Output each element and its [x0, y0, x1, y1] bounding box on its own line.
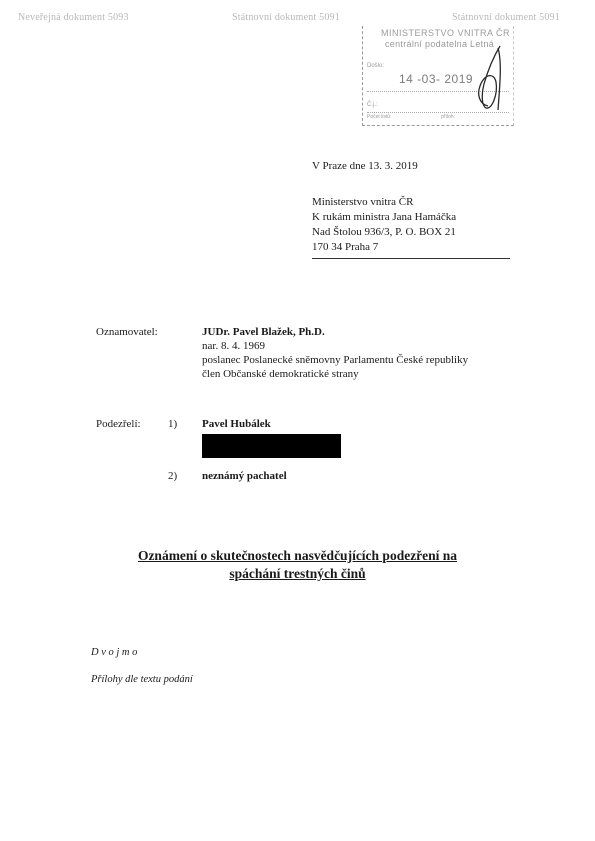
stamp-date-label: Došlo:	[367, 63, 385, 69]
document-title-line2: spáchání trestných činů	[229, 566, 366, 581]
recipient-line: 170 34 Praha 7	[312, 241, 379, 253]
place-date: V Praze dne 13. 3. 2019	[312, 160, 418, 172]
attachments-note: Přílohy dle textu podání	[91, 674, 193, 685]
stamp-date: 14 -03- 2019	[399, 72, 474, 86]
header-watermark-middle: Státnovní dokument 5091	[232, 12, 340, 23]
stamp-listy-label: Počet listů:	[367, 114, 392, 120]
notifier-birth: nar. 8. 4. 1969	[202, 340, 265, 352]
stamp-ministry: MINISTERSTVO VNITRA ČR	[381, 28, 511, 38]
address-rule	[312, 258, 510, 259]
recipient-line: Nad Štolou 936/3, P. O. BOX 21	[312, 226, 456, 238]
redaction-bar	[202, 434, 341, 458]
suspect-number: 2)	[168, 470, 178, 482]
stamp-cj-label: Č.j.:	[367, 102, 378, 108]
header-watermark-right: Státnovní dokument 5091	[452, 12, 560, 23]
notifier-role: poslanec Poslanecké sněmovny Parlamentu České republiky	[202, 354, 469, 366]
recipient-line: K rukám ministra Jana Hamáčka	[312, 211, 457, 223]
handwritten-signature	[470, 44, 510, 116]
notifier-name: JUDr. Pavel Blažek, Ph.D.	[202, 326, 325, 338]
suspect-name: Pavel Hubálek	[202, 418, 271, 430]
suspect-number: 1)	[168, 418, 178, 430]
recipient-line: Ministerstvo vnitra ČR	[312, 196, 414, 208]
stamp-office: centrální podatelna Letná	[385, 39, 495, 49]
suspect-name: neznámý pachatel	[202, 470, 287, 482]
document-title-line1: Oznámení o skutečnostech nasvědčujících podezření na	[137, 548, 458, 563]
header-watermark-left: Neveřejná dokument 5093	[18, 12, 129, 23]
notifier-label: Oznamovatel:	[96, 326, 158, 338]
suspects-label: Podezřelí:	[96, 418, 141, 430]
copies-note: D v o j m o	[91, 647, 138, 658]
notifier-party: člen Občanské demokratické strany	[202, 368, 359, 380]
stamp-prilohy-label: příloh:	[441, 114, 455, 120]
